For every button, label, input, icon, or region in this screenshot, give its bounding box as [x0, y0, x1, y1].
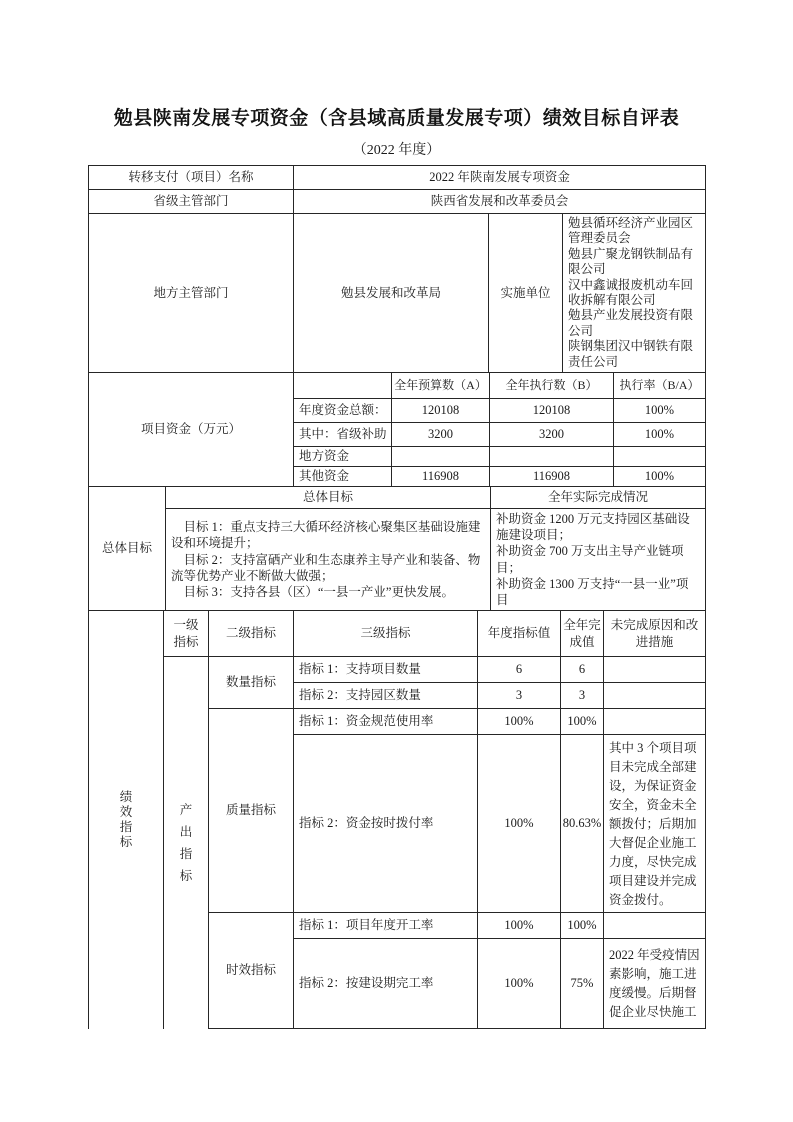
indicator-target: 3	[478, 683, 561, 709]
fund-row-label: 其他资金	[294, 467, 392, 487]
goal-item: 目标 1：重点支持三大循环经济核心聚集区基础设施建设和环境提升；	[171, 520, 481, 551]
fund-rate-value: 100%	[614, 423, 706, 447]
reason-header: 未完成原因和改进措施	[604, 611, 706, 657]
completion-column-header: 全年实际完成情况	[491, 487, 706, 509]
page-subtitle: （2022 年度）	[352, 143, 441, 158]
performance-indicators-table	[88, 610, 706, 1029]
implement-unit-list	[563, 214, 706, 373]
level3-header: 三级指标	[294, 611, 478, 657]
indicator-target: 100%	[478, 709, 561, 735]
fund-budget-value: 120108	[392, 399, 490, 423]
indicator-target: 100%	[478, 913, 561, 939]
level1-value-cell	[164, 657, 209, 1029]
indicator-actual: 100%	[561, 709, 604, 735]
annual-actual-header: 全年完成值	[561, 611, 604, 657]
implement-unit-item: 陕钢集团汉中钢铁有限责任公司	[568, 339, 694, 369]
indicator-group-name: 时效指标	[209, 913, 294, 1029]
goal-column-header: 总体目标	[166, 487, 491, 509]
basic-info-table	[88, 165, 706, 373]
table-row	[89, 611, 706, 657]
level1-value-text: 产出指标	[179, 803, 193, 884]
indicator-metric: 指标 2：按建设期完工率	[294, 939, 478, 1029]
fund-executed-value: 3200	[490, 423, 614, 447]
local-dept-value: 勉县发展和改革局	[294, 214, 489, 373]
local-dept-label: 地方主管部门	[89, 214, 294, 373]
budget-column-header: 全年预算数（A）	[392, 373, 490, 399]
goal-item: 目标 2：支持富硒产业和生态康养主导产业和装备、物流等优势产业不断做大做强；	[171, 552, 481, 583]
table-row	[89, 166, 706, 190]
completion-item: 补助资金 700 万支出主导产业链项目；	[496, 544, 684, 575]
fund-rate-value: 100%	[614, 467, 706, 487]
fund-rate-value: 100%	[614, 399, 706, 423]
overall-goal-section-label: 总体目标	[89, 487, 166, 611]
fund-row-label: 地方资金	[294, 447, 392, 467]
indicator-actual: 100%	[561, 913, 604, 939]
implement-unit-label: 实施单位	[489, 214, 563, 373]
implement-unit-item: 勉县产业发展投资有限公司	[568, 308, 694, 338]
indicator-group-name: 数量指标	[209, 657, 294, 709]
indicator-actual: 80.63%	[561, 735, 604, 913]
indicator-metric: 指标 1：项目年度开工率	[294, 913, 478, 939]
fund-executed-value: 120108	[490, 399, 614, 423]
indicator-target: 100%	[478, 735, 561, 913]
indicator-reason	[604, 657, 706, 683]
indicator-actual: 6	[561, 657, 604, 683]
level2-header: 二级指标	[209, 611, 294, 657]
transfer-name-value: 2022 年陕南发展专项资金	[294, 166, 706, 190]
fund-rate-value	[614, 447, 706, 467]
fund-executed-value: 116908	[490, 467, 614, 487]
fund-budget-value: 3200	[392, 423, 490, 447]
indicator-metric: 指标 2：支持园区数量	[294, 683, 478, 709]
table-row	[89, 214, 706, 373]
completion-item: 补助资金 1200 万元支持园区基础设施建设项目；	[496, 512, 690, 543]
self-evaluation-table	[88, 165, 705, 1029]
executed-column-header: 全年执行数（B）	[490, 373, 614, 399]
indicator-group-name: 质量指标	[209, 709, 294, 913]
indicator-target: 100%	[478, 939, 561, 1029]
annual-target-header: 年度指标值	[478, 611, 561, 657]
table-row	[89, 190, 706, 214]
rate-column-header: 执行率（B/A）	[614, 373, 706, 399]
implement-unit-item: 勉县循环经济产业园区管理委员会	[568, 216, 694, 246]
table-row	[89, 509, 706, 611]
overall-goal-table	[88, 486, 706, 611]
indicator-reason	[604, 913, 706, 939]
indicator-reason	[604, 709, 706, 735]
indicator-metric: 指标 1：支持项目数量	[294, 657, 478, 683]
fund-row-label: 年度资金总额：	[294, 399, 392, 423]
indicator-actual: 75%	[561, 939, 604, 1029]
goal-item: 目标 3：支持各县（区）“一县一产业”更快发展。	[183, 584, 454, 599]
indicators-section-label	[89, 611, 164, 1029]
completion-item: 补助资金 1300 万支持“一县一业”项目	[496, 576, 689, 608]
transfer-name-label: 转移支付（项目）名称	[89, 166, 294, 190]
fund-executed-value	[490, 447, 614, 467]
indicator-metric: 指标 1：资金规范使用率	[294, 709, 478, 735]
goal-text-cell	[166, 509, 491, 611]
provincial-dept-value: 陕西省发展和改革委员会	[294, 190, 706, 214]
indicator-reason	[604, 683, 706, 709]
indicator-reason: 2022 年受疫情因素影响，施工进度缓慢。后期督促企业尽快施工	[604, 939, 706, 1029]
level1-header: 一级指标	[164, 611, 209, 657]
indicator-actual: 3	[561, 683, 604, 709]
implement-unit-item: 勉县广聚龙钢铁制品有限公司	[568, 246, 694, 277]
table-row	[89, 487, 706, 509]
fund-budget-value: 116908	[392, 467, 490, 487]
indicator-metric: 指标 2：资金按时拨付率	[294, 735, 478, 913]
indicator-target: 6	[478, 657, 561, 683]
provincial-dept-label: 省级主管部门	[89, 190, 294, 214]
page-title: 勉县陕南发展专项资金（含县域高质量发展专项）绩效目标自评表	[113, 108, 680, 129]
table-row	[89, 373, 706, 399]
funds-section-label: 项目资金（万元）	[89, 373, 294, 487]
table-row	[89, 657, 706, 683]
indicators-section-label-text: 绩效指标	[119, 790, 133, 850]
implement-unit-item: 汉中鑫诚报废机动车回收拆解有限公司	[568, 277, 694, 308]
project-funds-table	[88, 372, 706, 487]
completion-text-cell	[491, 509, 706, 611]
fund-budget-value	[392, 447, 490, 467]
funds-blank-cell	[294, 373, 392, 399]
fund-row-label: 其中：省级补助	[294, 423, 392, 447]
indicator-reason: 其中 3 个项目项目未完成全部建设，为保证资金安全，资金未全额拨付；后期加大督促企业施工力度，尽快完成项目建设并完成资金拨付。	[604, 735, 706, 913]
